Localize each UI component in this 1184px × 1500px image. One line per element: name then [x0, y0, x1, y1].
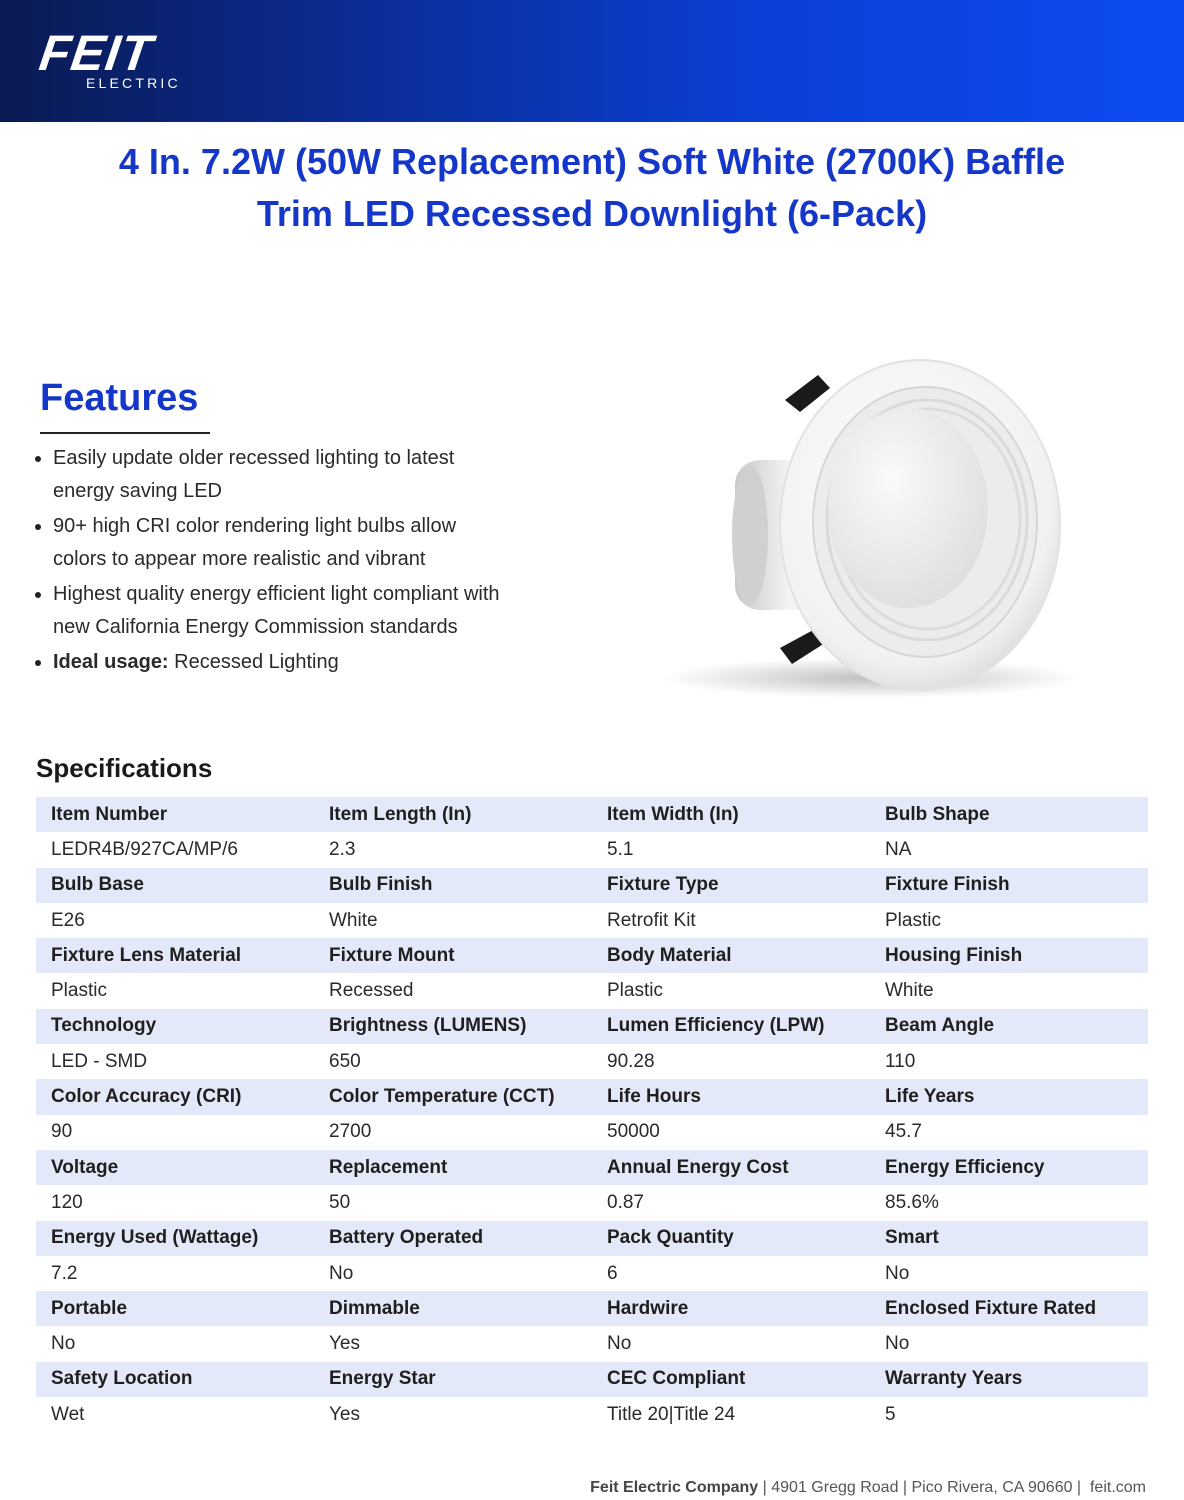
spec-label: Lumen Efficiency (LPW)	[592, 1009, 870, 1044]
spec-label-row	[36, 1362, 1148, 1397]
spec-label: Item Length (In)	[314, 797, 592, 832]
spec-value: Plastic	[36, 973, 314, 1008]
spec-label: Hardwire	[592, 1291, 870, 1326]
spec-value: 90.28	[592, 1044, 870, 1079]
features-underline	[40, 432, 210, 434]
spec-value-row	[36, 973, 1148, 1008]
spec-label: Technology	[36, 1009, 314, 1044]
spec-value: Yes	[314, 1397, 592, 1432]
feature-item	[30, 442, 550, 508]
footer-address: | 4901 Gregg Road | Pico Rivera, CA 90660 |	[762, 1479, 1082, 1496]
spec-value: 90	[36, 1115, 314, 1150]
spec-label: Replacement	[314, 1150, 592, 1185]
spec-value: 2.3	[314, 832, 592, 867]
spec-value: 5.1	[592, 832, 870, 867]
spec-label: Fixture Mount	[314, 938, 592, 973]
spec-label: Smart	[870, 1221, 1148, 1256]
specifications-heading: Specifications	[36, 753, 213, 783]
ideal-usage-value: Recessed Lighting	[174, 651, 339, 673]
feature-item	[30, 578, 550, 644]
spec-label: Dimmable	[314, 1291, 592, 1326]
spec-value: E26	[36, 903, 314, 938]
spec-label: Color Temperature (CCT)	[314, 1079, 592, 1114]
spec-value: Plastic	[870, 903, 1148, 938]
spec-value: 85.6%	[870, 1185, 1148, 1220]
spec-label-row	[36, 797, 1148, 832]
spec-value: 7.2	[36, 1256, 314, 1291]
logo-wordmark: FEIT	[36, 25, 157, 81]
spec-label-row	[36, 938, 1148, 973]
spec-value: LED - SMD	[36, 1044, 314, 1079]
spec-label: Beam Angle	[870, 1009, 1148, 1044]
spec-value: No	[870, 1326, 1148, 1361]
spec-label: Brightness (LUMENS)	[314, 1009, 592, 1044]
spec-value: White	[870, 973, 1148, 1008]
spec-value-row	[36, 1115, 1148, 1150]
spec-value: Plastic	[592, 973, 870, 1008]
spec-label: Color Accuracy (CRI)	[36, 1079, 314, 1114]
spec-label-row	[36, 1221, 1148, 1256]
spec-label: Pack Quantity	[592, 1221, 870, 1256]
spec-value: 0.87	[592, 1185, 870, 1220]
feature-text: Highest quality energy efficient light compliant with	[53, 583, 500, 605]
spec-value: No	[870, 1256, 1148, 1291]
feature-item	[30, 510, 550, 576]
features-heading: Features	[40, 377, 199, 419]
spec-value: 110	[870, 1044, 1148, 1079]
feit-electric-logo	[36, 25, 215, 92]
downlight-product-image	[640, 330, 1100, 710]
housing-can-back	[732, 465, 768, 605]
spec-label: Fixture Finish	[870, 868, 1148, 903]
feature-text: new California Energy Commission standards	[53, 616, 458, 638]
spec-label-row	[36, 868, 1148, 903]
feature-item-ideal-usage	[30, 646, 550, 679]
spec-value: No	[36, 1326, 314, 1361]
spec-value: White	[314, 903, 592, 938]
spec-label-row	[36, 1291, 1148, 1326]
spec-value-row	[36, 903, 1148, 938]
brand-header	[0, 0, 1184, 122]
footer-company: Feit Electric Company	[590, 1479, 759, 1496]
spec-label: Safety Location	[36, 1362, 314, 1397]
diffuser-lens	[828, 408, 988, 608]
feature-text: energy saving LED	[53, 480, 222, 502]
logo-subtitle: ELECTRIC	[86, 75, 181, 91]
spec-label: Item Width (In)	[592, 797, 870, 832]
spec-value: Title 20|Title 24	[592, 1397, 870, 1432]
spec-value: No	[314, 1256, 592, 1291]
spec-label-row	[36, 1009, 1148, 1044]
spec-value-row	[36, 1326, 1148, 1361]
spec-label: Energy Star	[314, 1362, 592, 1397]
product-title-line-2: Trim LED Recessed Downlight (6-Pack)	[256, 193, 928, 234]
spec-value-row	[36, 1397, 1148, 1432]
spec-label: Energy Efficiency	[870, 1150, 1148, 1185]
spec-label: Life Hours	[592, 1079, 870, 1114]
spec-value: Wet	[36, 1397, 314, 1432]
item-number-link[interactable]: LEDR4B/927CA/MP/6	[36, 832, 314, 867]
spec-value: 45.7	[870, 1115, 1148, 1150]
spec-label: Housing Finish	[870, 938, 1148, 973]
spec-value: 50	[314, 1185, 592, 1220]
spec-value: Retrofit Kit	[592, 903, 870, 938]
feature-text: 90+ high CRI color rendering light bulbs allow	[53, 515, 457, 537]
spec-value-row	[36, 1044, 1148, 1079]
spec-label-row	[36, 1150, 1148, 1185]
spec-label: Battery Operated	[314, 1221, 592, 1256]
feature-text: Easily update older recessed lighting to latest	[53, 447, 455, 469]
spec-value-row	[36, 1256, 1148, 1291]
spec-value: NA	[870, 832, 1148, 867]
spec-label: Bulb Base	[36, 868, 314, 903]
spec-label: Life Years	[870, 1079, 1148, 1114]
spec-label: Warranty Years	[870, 1362, 1148, 1397]
ideal-usage-label: Ideal usage:	[53, 651, 169, 673]
product-title-line-1: 4 In. 7.2W (50W Replacement) Soft White (2700K) Baffle	[118, 141, 1066, 182]
spec-value-row	[36, 1185, 1148, 1220]
spec-label: Energy Used (Wattage)	[36, 1221, 314, 1256]
spec-label: Portable	[36, 1291, 314, 1326]
features-list	[30, 442, 550, 681]
spec-label: Voltage	[36, 1150, 314, 1185]
spec-label: Bulb Shape	[870, 797, 1148, 832]
spec-label: Fixture Lens Material	[36, 938, 314, 973]
spec-value-row	[36, 832, 1148, 867]
footer-website[interactable]: feit.com	[1089, 1479, 1146, 1496]
product-title	[0, 136, 1184, 240]
spec-label: Fixture Type	[592, 868, 870, 903]
spec-value: 2700	[314, 1115, 592, 1150]
specifications-table	[36, 797, 1148, 1432]
spec-label-row	[36, 1079, 1148, 1114]
spec-label: Enclosed Fixture Rated	[870, 1291, 1148, 1326]
spec-value: 650	[314, 1044, 592, 1079]
spec-value: 6	[592, 1256, 870, 1291]
spec-label: CEC Compliant	[592, 1362, 870, 1397]
spec-label: Bulb Finish	[314, 868, 592, 903]
spec-value: 120	[36, 1185, 314, 1220]
spec-value: Yes	[314, 1326, 592, 1361]
spec-label: Item Number	[36, 797, 314, 832]
spec-value: Recessed	[314, 973, 592, 1008]
page-footer	[0, 1477, 1146, 1499]
feature-text: colors to appear more realistic and vibrant	[53, 548, 426, 570]
spec-label: Body Material	[592, 938, 870, 973]
spec-label: Annual Energy Cost	[592, 1150, 870, 1185]
spec-value: No	[592, 1326, 870, 1361]
spec-value: 50000	[592, 1115, 870, 1150]
spec-value: 5	[870, 1397, 1148, 1432]
